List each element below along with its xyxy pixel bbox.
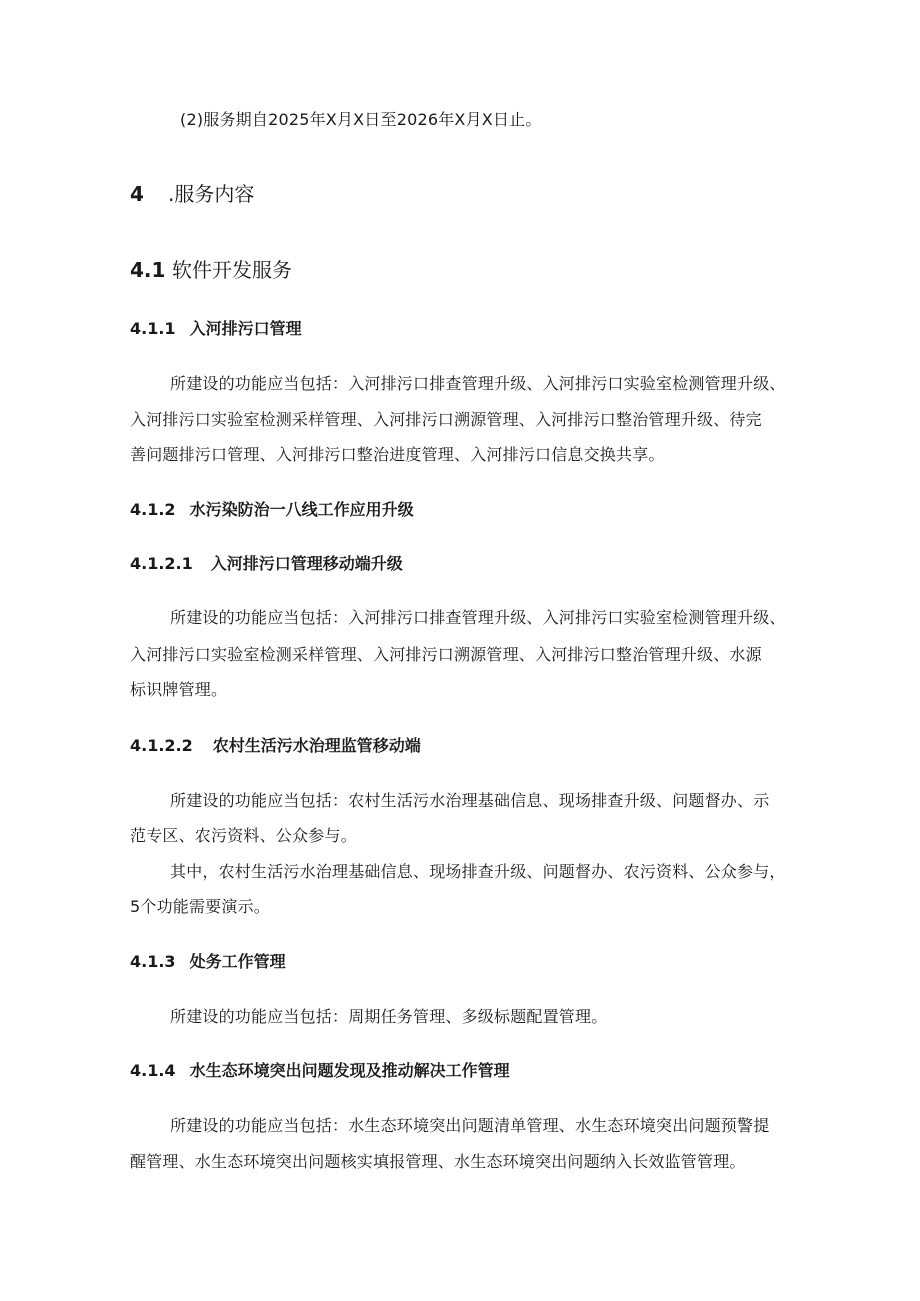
paragraph-line: 5个功能需要演示。: [130, 897, 270, 916]
section-title: 水生态环境突出问题发现及推动解决工作管理: [189, 1061, 510, 1080]
section-number: 4.1.4: [130, 1061, 176, 1080]
section-title: 水污染防治一八线工作应用升级: [189, 500, 414, 519]
section-number: 4.1.3: [130, 952, 176, 971]
section-number: 4.1.2: [130, 500, 176, 519]
section-number: 4.1.2.1: [130, 554, 193, 573]
paragraph-line: 所建设的功能应当包括：入河排污口排查管理升级、入河排污口实验室检测管理升级、: [170, 374, 786, 393]
section-title: .服务内容: [168, 182, 255, 206]
paragraph-line: 其中，农村生活污水治理基础信息、现场排查升级、问题督办、农污资料、公众参与，: [170, 862, 786, 881]
section-4-1-2-2-heading: [130, 736, 421, 756]
section-title: 农村生活污水治理监管移动端: [212, 736, 421, 755]
paragraph-line: 范专区、农污资料、公众参与。: [130, 826, 357, 845]
section-4-1-2-heading: [130, 500, 414, 520]
section-4-1-2-1-heading: [130, 554, 403, 574]
paragraph-line: 善问题排污口管理、入河排污口整治进度管理、入河排污口信息交换共享。: [130, 445, 665, 464]
paragraph-line: 所建设的功能应当包括：入河排污口排查管理升级、入河排污口实验室检测管理升级、: [170, 608, 786, 627]
section-4-1-heading: [130, 258, 292, 282]
section-4-heading: [130, 182, 254, 206]
paragraph-line: 所建设的功能应当包括：农村生活污水治理基础信息、现场排查升级、问题督办、示: [170, 791, 770, 810]
paragraph-line: 标识牌管理。: [130, 680, 228, 699]
paragraph-line: 所建设的功能应当包括：水生态环境突出问题清单管理、水生态环境突出问题预警提: [170, 1116, 770, 1135]
section-number: 4.1.2.2: [130, 736, 193, 755]
section-title: 软件开发服务: [172, 258, 292, 282]
section-4-1-1-heading: [130, 319, 302, 339]
section-number: 4.1.1: [130, 319, 176, 338]
paragraph-line: 醒管理、水生态环境突出问题核实填报管理、水生态环境突出问题纳入长效监管管理。: [130, 1152, 746, 1171]
section-number: 4.1: [130, 258, 166, 282]
section-title: 入河排污口管理移动端升级: [210, 554, 403, 573]
section-number: 4: [130, 182, 144, 206]
section-title: 处务工作管理: [189, 952, 286, 971]
section-title: 入河排污口管理: [189, 319, 302, 338]
paragraph-line: 所建设的功能应当包括：周期任务管理、多级标题配置管理。: [170, 1007, 608, 1026]
section-4-1-3-heading: [130, 952, 286, 972]
service-period-text: (2)服务期自2025年X月X日至2026年X月X日止。: [180, 110, 542, 129]
paragraph-line: 入河排污口实验室检测采样管理、入河排污口溯源管理、入河排污口整治管理升级、水源: [130, 645, 762, 664]
paragraph-line: 入河排污口实验室检测采样管理、入河排污口溯源管理、入河排污口整治管理升级、待完: [130, 410, 762, 429]
section-4-1-4-heading: [130, 1061, 510, 1081]
